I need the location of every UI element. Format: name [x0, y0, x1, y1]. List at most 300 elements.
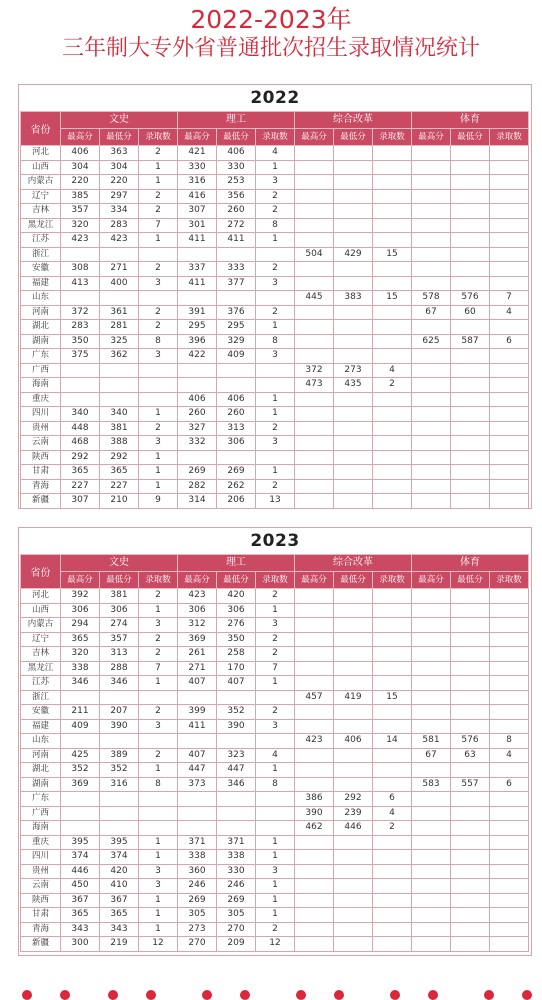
table-cell: 2 — [256, 647, 295, 662]
table-cell — [100, 247, 139, 262]
table-cell: 4 — [490, 748, 529, 763]
table-cell — [412, 618, 451, 633]
table-cell — [412, 436, 451, 451]
table-cell: 330 — [178, 160, 217, 175]
table-cell — [334, 893, 373, 908]
table-cell: 9 — [139, 494, 178, 509]
table-cell: 170 — [217, 661, 256, 676]
table-cell — [412, 421, 451, 436]
table-cell: 411 — [178, 276, 217, 291]
table-cell — [373, 589, 412, 604]
decorative-dot — [428, 990, 438, 1000]
table-cell — [373, 334, 412, 349]
table-cell — [217, 690, 256, 705]
table-cell: 361 — [100, 305, 139, 320]
table-row — [21, 647, 529, 662]
province-cell: 海南 — [21, 378, 61, 393]
table-row — [21, 893, 529, 908]
table-row — [21, 247, 529, 262]
table-cell — [412, 937, 451, 952]
table-cell: 1 — [256, 407, 295, 422]
table-cell: 392 — [61, 589, 100, 604]
table-cell — [490, 262, 529, 277]
table-cell — [178, 690, 217, 705]
table-cell — [412, 603, 451, 618]
table-cell — [61, 247, 100, 262]
table-cell — [412, 494, 451, 509]
table-cell — [373, 189, 412, 204]
table-row — [21, 320, 529, 335]
table-cell — [100, 291, 139, 306]
table-cell: 421 — [178, 146, 217, 161]
table-cell: 327 — [178, 421, 217, 436]
table-cell: 3 — [139, 864, 178, 879]
province-cell: 广东 — [21, 349, 61, 364]
table-cell — [100, 734, 139, 749]
table-cell — [490, 233, 529, 248]
table-cell — [490, 465, 529, 480]
province-cell: 吉林 — [21, 647, 61, 662]
province-cell: 安徽 — [21, 705, 61, 720]
table-cell — [451, 589, 490, 604]
table-cell — [451, 705, 490, 720]
table-cell — [295, 160, 334, 175]
table-cell — [490, 146, 529, 161]
table-cell: 407 — [178, 748, 217, 763]
table-row — [21, 146, 529, 161]
table-cell — [451, 603, 490, 618]
table-cell: 2 — [139, 705, 178, 720]
table-cell: 2 — [256, 632, 295, 647]
table-cell: 271 — [178, 661, 217, 676]
table-row — [21, 792, 529, 807]
table-cell — [412, 465, 451, 480]
table-cell: 406 — [334, 734, 373, 749]
table-cell: 419 — [334, 690, 373, 705]
table-cell: 385 — [61, 189, 100, 204]
table-row — [21, 705, 529, 720]
table-cell: 334 — [100, 204, 139, 219]
table-cell — [295, 349, 334, 364]
table-cell — [178, 806, 217, 821]
table-cell — [412, 879, 451, 894]
table-cell — [334, 937, 373, 952]
table-cell — [334, 189, 373, 204]
table-cell: 413 — [61, 276, 100, 291]
table-cell: 373 — [178, 777, 217, 792]
table-cell — [412, 647, 451, 662]
table-row — [21, 908, 529, 923]
table-cell — [334, 233, 373, 248]
decorative-dot — [22, 990, 32, 1000]
table-cell — [295, 835, 334, 850]
table-cell: 281 — [100, 320, 139, 335]
sub-header-min: 最低分 — [451, 572, 490, 589]
table-cell — [373, 647, 412, 662]
table-cell — [451, 922, 490, 937]
province-cell: 辽宁 — [21, 632, 61, 647]
table-cell — [139, 690, 178, 705]
table-cell: 67 — [412, 748, 451, 763]
table-cell — [490, 204, 529, 219]
table-cell — [373, 763, 412, 778]
sub-header-max: 最高分 — [295, 572, 334, 589]
table-cell — [334, 218, 373, 233]
table-cell — [490, 647, 529, 662]
group-header-science: 理工 — [178, 112, 295, 129]
table-cell: 2 — [373, 378, 412, 393]
table-cell: 260 — [217, 407, 256, 422]
table-cell — [373, 922, 412, 937]
table-cell — [373, 937, 412, 952]
group-header-arts: 文史 — [61, 555, 178, 572]
table-cell: 2 — [256, 204, 295, 219]
table-cell: 399 — [178, 705, 217, 720]
table-cell — [334, 908, 373, 923]
table-cell: 365 — [61, 632, 100, 647]
table-cell: 2 — [139, 189, 178, 204]
table-cell — [217, 450, 256, 465]
table-row — [21, 334, 529, 349]
table-cell: 352 — [100, 763, 139, 778]
table-cell: 283 — [100, 218, 139, 233]
table-cell — [373, 349, 412, 364]
table-cell — [178, 247, 217, 262]
table-cell — [295, 589, 334, 604]
table-cell: 1 — [139, 893, 178, 908]
table-cell — [61, 363, 100, 378]
table-cell — [373, 850, 412, 865]
table-row — [21, 378, 529, 393]
table-cell — [412, 806, 451, 821]
table-row — [21, 879, 529, 894]
table-cell: 1 — [256, 835, 295, 850]
table-cell: 292 — [334, 792, 373, 807]
table-cell: 468 — [61, 436, 100, 451]
table-row — [21, 436, 529, 451]
table-cell — [295, 262, 334, 277]
table-cell: 8 — [139, 777, 178, 792]
table-cell — [334, 334, 373, 349]
table-cell: 1 — [256, 465, 295, 480]
table-cell — [334, 175, 373, 190]
table-cell — [373, 719, 412, 734]
table-cell: 381 — [100, 589, 139, 604]
table-year-heading: 2023 — [250, 531, 300, 551]
table-row — [21, 233, 529, 248]
table-cell — [334, 850, 373, 865]
table-cell — [295, 893, 334, 908]
table-cell — [295, 603, 334, 618]
table-cell — [451, 320, 490, 335]
table-row — [21, 291, 529, 306]
table-row — [21, 748, 529, 763]
table-cell — [490, 392, 529, 407]
table-cell — [451, 421, 490, 436]
table-cell — [139, 392, 178, 407]
table-cell — [139, 734, 178, 749]
table-cell: 1 — [256, 676, 295, 691]
table-cell: 288 — [100, 661, 139, 676]
table-cell: 1 — [256, 763, 295, 778]
table-cell: 12 — [139, 937, 178, 952]
table-cell — [373, 407, 412, 422]
table-cell: 2 — [139, 262, 178, 277]
table-cell — [100, 792, 139, 807]
table-cell — [217, 378, 256, 393]
table-cell: 388 — [100, 436, 139, 451]
table-cell — [334, 719, 373, 734]
table-cell: 220 — [100, 175, 139, 190]
admission-panel-2023 — [18, 527, 532, 956]
table-cell — [100, 363, 139, 378]
table-cell: 3 — [139, 618, 178, 633]
table-row — [21, 204, 529, 219]
table-cell — [451, 792, 490, 807]
table-cell: 352 — [61, 763, 100, 778]
table-cell — [451, 233, 490, 248]
page-title: 三年制大专外省普通批次招生录取情况统计 — [61, 36, 480, 61]
table-cell — [61, 734, 100, 749]
table-cell — [490, 835, 529, 850]
table-row — [21, 922, 529, 937]
table-cell: 2 — [256, 922, 295, 937]
table-cell: 423 — [100, 233, 139, 248]
table-cell — [412, 160, 451, 175]
table-cell — [334, 603, 373, 618]
table-cell — [490, 676, 529, 691]
admission-table — [20, 554, 529, 952]
table-cell — [373, 908, 412, 923]
table-cell — [451, 407, 490, 422]
table-cell — [217, 291, 256, 306]
table-cell — [295, 175, 334, 190]
table-cell — [100, 378, 139, 393]
table-cell — [412, 247, 451, 262]
table-cell: 320 — [61, 647, 100, 662]
table-cell — [295, 618, 334, 633]
table-cell — [412, 690, 451, 705]
table-cell — [295, 763, 334, 778]
table-cell: 576 — [451, 291, 490, 306]
table-cell: 283 — [61, 320, 100, 335]
table-cell — [295, 879, 334, 894]
table-cell: 337 — [178, 262, 217, 277]
table-cell — [412, 705, 451, 720]
province-cell: 河北 — [21, 146, 61, 161]
table-cell — [178, 792, 217, 807]
table-cell — [373, 465, 412, 480]
province-cell: 四川 — [21, 850, 61, 865]
table-cell — [412, 792, 451, 807]
table-cell — [334, 204, 373, 219]
table-cell: 357 — [100, 632, 139, 647]
table-cell: 2 — [139, 421, 178, 436]
table-cell — [451, 893, 490, 908]
table-cell — [490, 589, 529, 604]
table-cell — [412, 146, 451, 161]
table-cell — [451, 821, 490, 836]
table-cell — [490, 879, 529, 894]
sub-header-min: 最低分 — [334, 129, 373, 146]
table-cell — [334, 421, 373, 436]
table-cell — [61, 821, 100, 836]
table-cell — [373, 893, 412, 908]
sub-header-count: 录取数 — [256, 572, 295, 589]
table-cell: 246 — [178, 879, 217, 894]
table-cell — [295, 218, 334, 233]
table-cell: 274 — [100, 618, 139, 633]
table-cell: 269 — [217, 465, 256, 480]
table-cell: 270 — [217, 922, 256, 937]
province-cell: 陕西 — [21, 893, 61, 908]
table-cell: 422 — [178, 349, 217, 364]
table-cell — [295, 276, 334, 291]
table-cell — [334, 647, 373, 662]
table-cell — [490, 436, 529, 451]
table-cell — [178, 291, 217, 306]
table-cell: 447 — [217, 763, 256, 778]
table-cell: 316 — [178, 175, 217, 190]
province-cell: 甘肃 — [21, 465, 61, 480]
table-cell: 260 — [178, 407, 217, 422]
table-cell: 423 — [295, 734, 334, 749]
table-cell — [295, 465, 334, 480]
table-cell: 12 — [256, 937, 295, 952]
sub-header-max: 最高分 — [61, 129, 100, 146]
table-cell: 304 — [100, 160, 139, 175]
decorative-dot — [108, 990, 118, 1000]
table-cell — [490, 494, 529, 509]
table-cell: 2 — [139, 632, 178, 647]
table-cell — [334, 465, 373, 480]
admission-panel-2022 — [18, 84, 532, 509]
table-cell — [451, 189, 490, 204]
table-row — [21, 189, 529, 204]
table-cell — [373, 661, 412, 676]
table-row — [21, 937, 529, 952]
table-cell — [295, 407, 334, 422]
table-cell: 1 — [139, 922, 178, 937]
table-cell: 410 — [100, 879, 139, 894]
table-cell: 269 — [178, 465, 217, 480]
table-cell: 320 — [61, 218, 100, 233]
sub-header-count: 录取数 — [373, 129, 412, 146]
table-cell — [295, 705, 334, 720]
decorative-dot — [334, 990, 344, 1000]
table-cell: 409 — [61, 719, 100, 734]
table-cell: 350 — [217, 632, 256, 647]
table-cell: 371 — [178, 835, 217, 850]
table-cell — [451, 378, 490, 393]
table-cell — [490, 661, 529, 676]
table-cell — [490, 821, 529, 836]
table-cell: 269 — [178, 893, 217, 908]
table-cell: 340 — [61, 407, 100, 422]
table-cell — [451, 864, 490, 879]
table-cell: 1 — [139, 908, 178, 923]
table-cell: 210 — [100, 494, 139, 509]
table-cell: 3 — [256, 864, 295, 879]
table-cell: 409 — [217, 349, 256, 364]
table-cell: 581 — [412, 734, 451, 749]
table-row — [21, 421, 529, 436]
table-cell: 1 — [256, 160, 295, 175]
province-cell: 河南 — [21, 305, 61, 320]
table-cell: 2 — [256, 305, 295, 320]
table-cell — [451, 204, 490, 219]
table-row — [21, 734, 529, 749]
table-cell: 306 — [178, 603, 217, 618]
table-cell — [334, 392, 373, 407]
table-cell: 416 — [178, 189, 217, 204]
table-cell: 338 — [217, 850, 256, 865]
table-cell — [334, 407, 373, 422]
table-cell: 6 — [490, 334, 529, 349]
table-row — [21, 262, 529, 277]
table-cell — [295, 305, 334, 320]
province-cell: 陕西 — [21, 450, 61, 465]
province-cell: 青海 — [21, 479, 61, 494]
table-cell — [295, 479, 334, 494]
table-cell — [373, 436, 412, 451]
table-cell — [451, 690, 490, 705]
table-row — [21, 276, 529, 291]
province-cell: 江苏 — [21, 233, 61, 248]
table-cell — [451, 436, 490, 451]
table-cell: 2 — [139, 647, 178, 662]
table-cell: 6 — [373, 792, 412, 807]
sub-header-min: 最低分 — [217, 129, 256, 146]
table-cell: 297 — [100, 189, 139, 204]
table-cell — [178, 821, 217, 836]
table-cell: 15 — [373, 291, 412, 306]
table-cell: 346 — [61, 676, 100, 691]
table-cell: 1 — [139, 835, 178, 850]
table-cell: 407 — [217, 676, 256, 691]
table-cell: 377 — [217, 276, 256, 291]
table-row — [21, 850, 529, 865]
table-year-heading: 2022 — [250, 88, 300, 108]
table-cell — [373, 864, 412, 879]
table-cell — [334, 320, 373, 335]
table-cell — [295, 494, 334, 509]
table-cell: 1 — [139, 763, 178, 778]
table-cell — [490, 276, 529, 291]
table-cell — [412, 922, 451, 937]
table-cell: 338 — [61, 661, 100, 676]
group-header-arts: 文史 — [61, 112, 178, 129]
table-cell — [373, 160, 412, 175]
table-cell — [295, 320, 334, 335]
table-cell — [412, 392, 451, 407]
table-cell: 260 — [217, 204, 256, 219]
table-cell — [334, 305, 373, 320]
table-cell — [451, 450, 490, 465]
table-cell — [334, 879, 373, 894]
table-cell — [373, 879, 412, 894]
table-cell — [412, 676, 451, 691]
table-cell — [256, 734, 295, 749]
table-cell — [451, 647, 490, 662]
table-cell — [334, 160, 373, 175]
table-row — [21, 835, 529, 850]
table-cell: 295 — [178, 320, 217, 335]
sub-header-max: 最高分 — [178, 572, 217, 589]
table-cell: 395 — [61, 835, 100, 850]
table-cell: 400 — [100, 276, 139, 291]
table-cell — [295, 334, 334, 349]
